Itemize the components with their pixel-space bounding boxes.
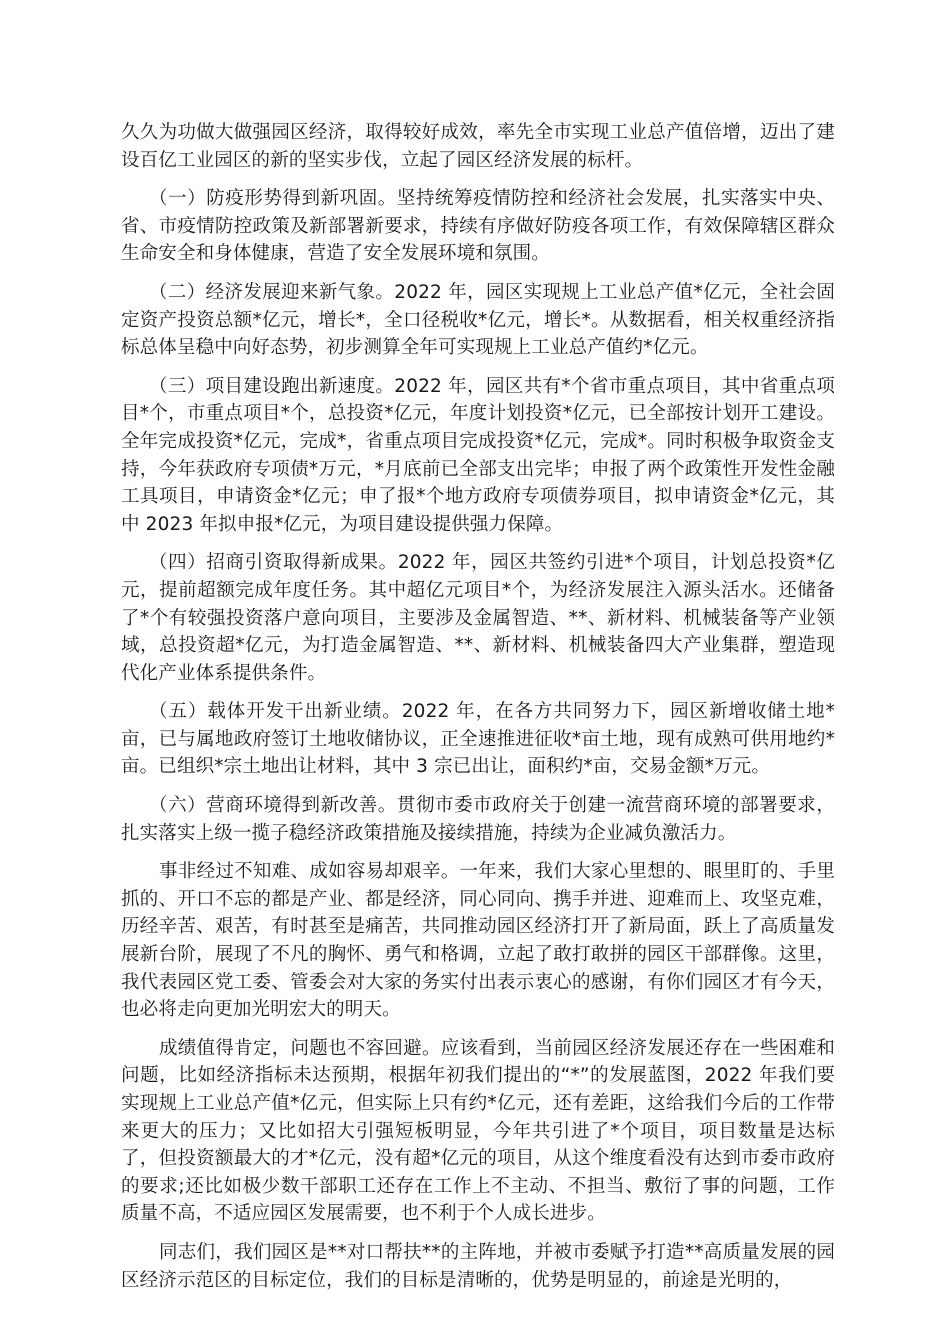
paragraph-economic-development: （二）经济发展迎来新气象。2022 年，园区实现规上工业总产值*亿元，全社会固定资产投资总额*亿元，增长*，全口径税收*亿元，增长*。从数据看，相关权重经济指标总体呈稳中向好态势，初步测算全年可实现规上工业总产值约*亿元。 <box>121 281 835 359</box>
paragraph-comrades: 同志们，我们园区是**对口帮扶**的主阵地，并被市委赋予打造**高质量发展的园区经济示范区的目标定位，我们的目标是清晰的，优势是明显的，前途是光明的， <box>121 1241 835 1291</box>
paragraph-project-construction: （三）项目建设跑出新速度。2022 年，园区共有*个省市重点项目，其中省重点项目*个，市重点项目*个，总投资*亿元，年度计划投资*亿元，已全部按计划开工建设。全年完成投资*亿元，完成*，省重点项目完成投资*亿元，完成*。同时积极争取资金支持，今年获政府专项债*万元，*月底前已全部支出完毕；申报了两个政策性开发性金融工具项目，申请资金*亿元；申了报*个地方政府专项债券项目，拟申请资金*亿元，其中 2023 年拟申报*亿元，为项目建设提供强力保障。 <box>121 375 835 535</box>
paragraph-carrier-development: （五）载体开发干出新业绩。2022 年，在各方共同努力下，园区新增收储土地*亩，已与属地政府签订土地收储协议，正全速推进征收*亩土地，现有成熟可供用地约*亩。已组织*宗土地出让材料，其中 3 宗已出让，面积约*亩，交易金额*万元。 <box>121 701 835 778</box>
paragraph-investment-attraction: （四）招商引资取得新成果。2022 年，园区共签约引进*个项目，计划总投资*亿元，提前超额完成年度任务。其中超亿元项目*个，为经济发展注入源头活水。还储备了*个有较强投资落户意向项目，主要涉及金属智造、**、新材料、机械装备等产业领域，总投资超*亿元，为打造金属智造、**、新材料、机械装备四大产业集群，塑造现代化产业体系提供条件。 <box>121 552 835 684</box>
paragraph-business-environment: （六）营商环境得到新改善。贯彻市委市政府关于创建一流营商环境的部署要求，扎实落实上级一揽子稳经济政策措施及接续措施，持续为企业减负激活力。 <box>121 795 835 844</box>
paragraph-hardship-review: 事非经过不知难、成如容易却艰辛。一年来，我们大家心里想的、眼里盯的、手里抓的、开口不忘的都是产业、都是经济，同心同向、携手并进、迎难而上、攻坚克难，历经辛苦、艰苦，有时甚至是痛苦，共同推动园区经济打开了新局面，跃上了高质量发展新台阶，展现了不凡的胸怀、勇气和格调，立起了敢打敢拼的园区干部群像。这里，我代表园区党工委、管委会对大家的务实付出表示衷心的感谢，有你们园区才有今天，也必将走向更加光明宏大的明天。 <box>121 861 835 1021</box>
document-body <box>121 119 835 1305</box>
paragraph-problems: 成绩值得肯定，问题也不容回避。应该看到，当前园区经济发展还存在一些困难和问题，比如经济指标未达预期，根据年初我们提出的“*”的发展蓝图，2022 年我们要实现规上工业总产值*亿元，但实际上只有约*亿元，还有差距，这给我们今后的工作带来更大的压力；又比如招大引强短板明显，今年共引进了*个项目，项目数量是达标了，但投资额最大的才*亿元，没有超*亿元的项目，从这个维度看没有达到市委市政府的要求;还比如极少数干部职工还存在工作上不主动、不担当、敷衍了事的问题，工作质量不高，不适应园区发展需要，也不利于个人成长进步。 <box>121 1037 835 1225</box>
paragraph-epidemic-prevention: （一）防疫形势得到新巩固。坚持统筹疫情防控和经济社会发展，扎实落实中央、省、市疫情防控政策及新部署新要求，持续有序做好防疫各项工作，有效保障辖区群众生命安全和身体健康，营造了安全发展环境和氛围。 <box>121 188 835 265</box>
paragraph-intro-continued: 久久为功做大做强园区经济，取得较好成效，率先全市实现工业总产值倍增，迈出了建设百亿工业园区的新的坚实步伐，立起了园区经济发展的标杆。 <box>121 122 835 171</box>
